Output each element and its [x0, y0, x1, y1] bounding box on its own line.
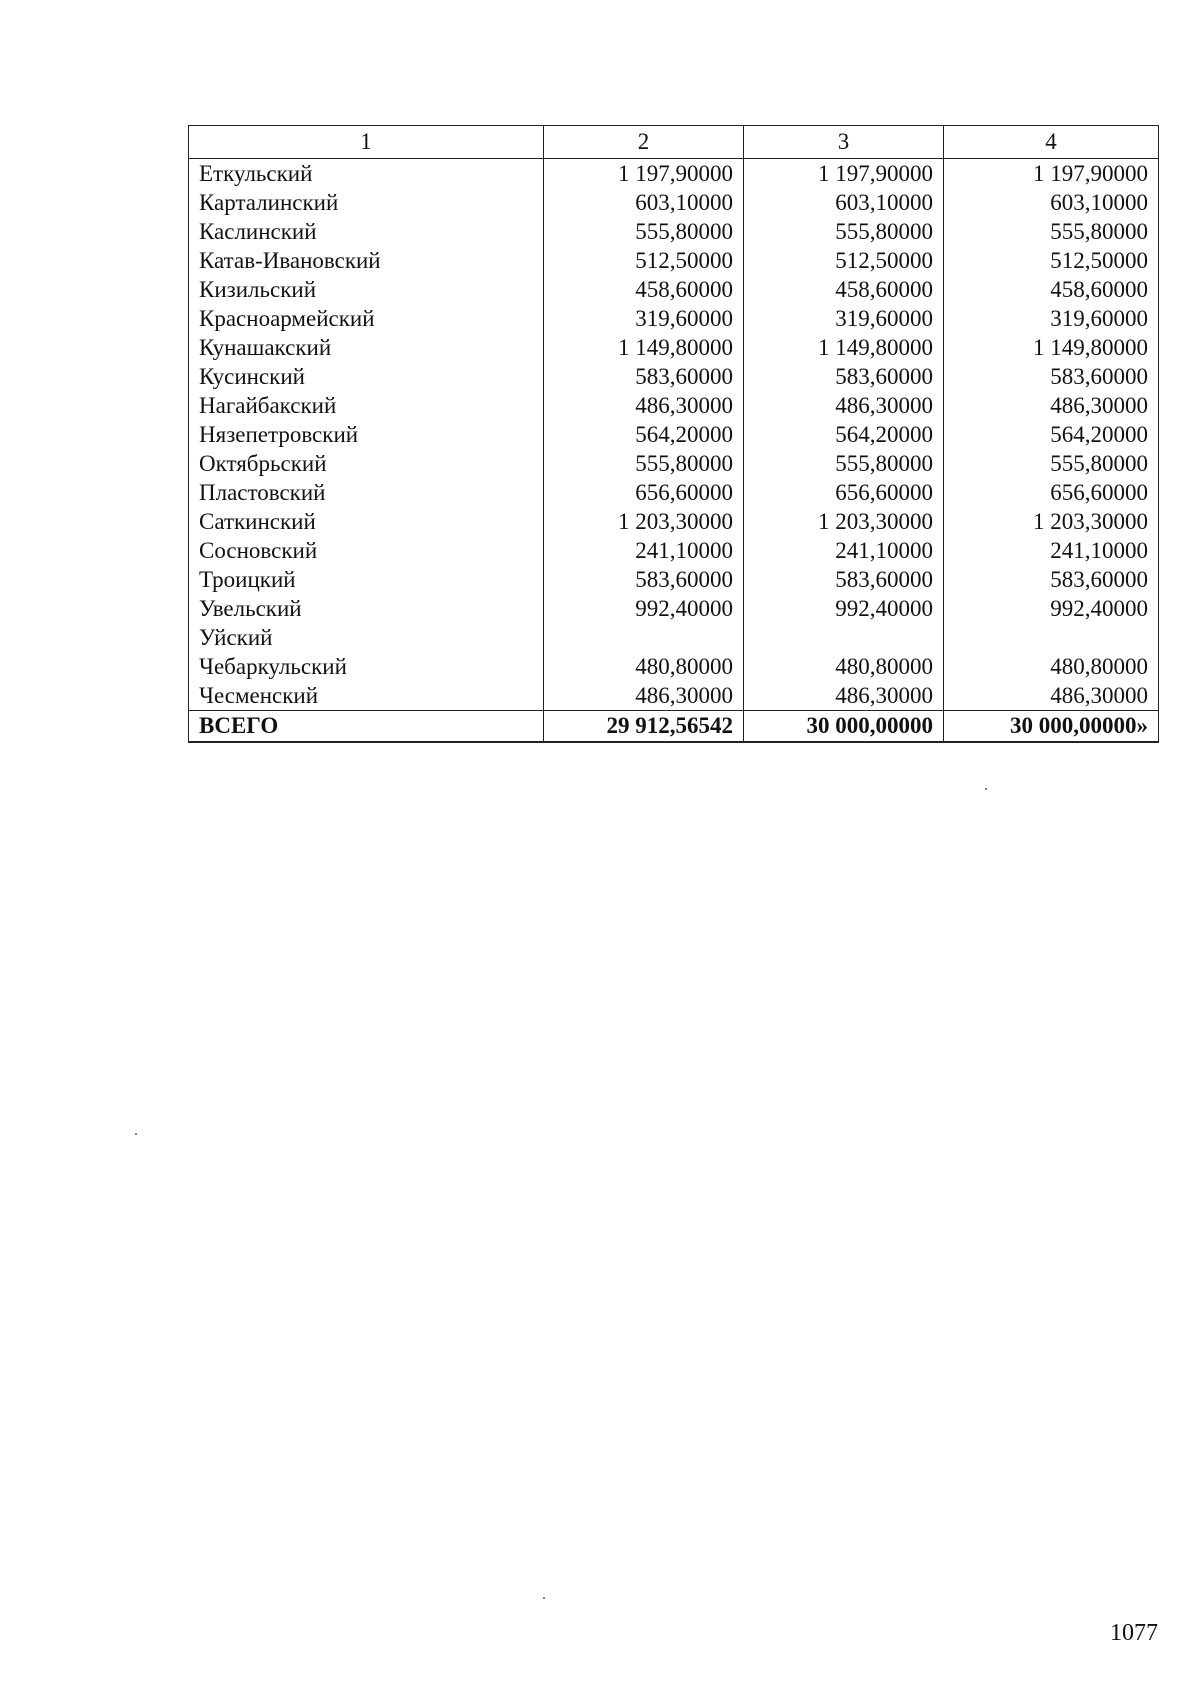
district-name-cell: Сосновский	[189, 536, 544, 565]
column-header-4: 4	[944, 126, 1159, 159]
amount-cell-col4: 1 149,80000	[944, 333, 1159, 362]
page-number: 1077	[1110, 1620, 1158, 1646]
district-name-cell: Октябрьский	[189, 449, 544, 478]
table-row	[189, 304, 1159, 333]
amount-cell-col2: 603,10000	[544, 188, 744, 217]
amount-cell-col2: 458,60000	[544, 275, 744, 304]
column-header-2: 2	[544, 126, 744, 159]
amount-cell-col2: 486,30000	[544, 391, 744, 420]
amount-cell-col4: 583,60000	[944, 565, 1159, 594]
table-row	[189, 623, 1159, 652]
total-amount-col2: 29 912,56542	[544, 711, 744, 743]
table-row	[189, 449, 1159, 478]
header-row	[189, 126, 1159, 159]
table-row	[189, 246, 1159, 275]
amount-cell-col3: 480,80000	[744, 652, 944, 681]
table-row	[189, 391, 1159, 420]
district-name-cell: Увельский	[189, 594, 544, 623]
table-row	[189, 652, 1159, 681]
amount-cell-col2: 480,80000	[544, 652, 744, 681]
table-row	[189, 217, 1159, 246]
total-row	[189, 711, 1159, 743]
total-amount-col4: 30 000,00000»	[944, 711, 1159, 743]
amount-cell-col2	[544, 623, 744, 652]
amount-cell-col4: 583,60000	[944, 362, 1159, 391]
table-row	[189, 188, 1159, 217]
amount-cell-col3: 555,80000	[744, 449, 944, 478]
amount-cell-col3: 1 149,80000	[744, 333, 944, 362]
amount-cell-col2: 656,60000	[544, 478, 744, 507]
district-name-cell: Пластовский	[189, 478, 544, 507]
amount-cell-col4: 1 203,30000	[944, 507, 1159, 536]
amount-cell-col4: 555,80000	[944, 217, 1159, 246]
column-header-3: 3	[744, 126, 944, 159]
amount-cell-col3: 992,40000	[744, 594, 944, 623]
amount-cell-col2: 486,30000	[544, 681, 744, 711]
amount-cell-col4: 480,80000	[944, 652, 1159, 681]
total-amount-col3: 30 000,00000	[744, 711, 944, 743]
amount-cell-col3: 241,10000	[744, 536, 944, 565]
table-row	[189, 333, 1159, 362]
amount-cell-col2: 564,20000	[544, 420, 744, 449]
amount-cell-col2: 555,80000	[544, 449, 744, 478]
budget-table	[188, 125, 1159, 743]
amount-cell-col3: 1 203,30000	[744, 507, 944, 536]
table-row	[189, 362, 1159, 391]
table-body	[189, 159, 1159, 743]
table-row	[189, 565, 1159, 594]
amount-cell-col2: 1 149,80000	[544, 333, 744, 362]
district-name-cell: Чебаркульский	[189, 652, 544, 681]
amount-cell-col4: 656,60000	[944, 478, 1159, 507]
amount-cell-col2: 555,80000	[544, 217, 744, 246]
table-row	[189, 275, 1159, 304]
district-name-cell: Нагайбакский	[189, 391, 544, 420]
amount-cell-col3: 1 197,90000	[744, 159, 944, 189]
amount-cell-col4: 241,10000	[944, 536, 1159, 565]
table-row	[189, 681, 1159, 711]
amount-cell-col4: 603,10000	[944, 188, 1159, 217]
scan-speck	[985, 788, 987, 790]
column-header-1: 1	[189, 126, 544, 159]
table-row	[189, 507, 1159, 536]
district-name-cell: Кусинский	[189, 362, 544, 391]
amount-cell-col2: 1 203,30000	[544, 507, 744, 536]
scan-speck	[543, 1597, 545, 1599]
amount-cell-col4: 1 197,90000	[944, 159, 1159, 189]
amount-cell-col3: 512,50000	[744, 246, 944, 275]
amount-cell-col2: 319,60000	[544, 304, 744, 333]
district-name-cell: Уйский	[189, 623, 544, 652]
amount-cell-col3: 583,60000	[744, 565, 944, 594]
amount-cell-col3: 458,60000	[744, 275, 944, 304]
district-name-cell: Карталинский	[189, 188, 544, 217]
amount-cell-col4: 319,60000	[944, 304, 1159, 333]
district-name-cell: Красноармейский	[189, 304, 544, 333]
table-row	[189, 536, 1159, 565]
amount-cell-col4: 486,30000	[944, 681, 1159, 711]
amount-cell-col3: 486,30000	[744, 391, 944, 420]
district-name-cell: Кизильский	[189, 275, 544, 304]
district-name-cell: Нязепетровский	[189, 420, 544, 449]
amount-cell-col3: 486,30000	[744, 681, 944, 711]
amount-cell-col4: 564,20000	[944, 420, 1159, 449]
total-label: ВСЕГО	[189, 711, 544, 743]
table-row	[189, 420, 1159, 449]
amount-cell-col4	[944, 623, 1159, 652]
amount-cell-col3: 555,80000	[744, 217, 944, 246]
amount-cell-col2: 583,60000	[544, 362, 744, 391]
district-name-cell: Каслинский	[189, 217, 544, 246]
district-name-cell: Саткинский	[189, 507, 544, 536]
scan-speck	[135, 1133, 137, 1135]
amount-cell-col3: 564,20000	[744, 420, 944, 449]
amount-cell-col4: 555,80000	[944, 449, 1159, 478]
amount-cell-col3	[744, 623, 944, 652]
district-name-cell: Троицкий	[189, 565, 544, 594]
amount-cell-col2: 992,40000	[544, 594, 744, 623]
amount-cell-col3: 319,60000	[744, 304, 944, 333]
table-row	[189, 159, 1159, 189]
amount-cell-col4: 458,60000	[944, 275, 1159, 304]
amount-cell-col2: 1 197,90000	[544, 159, 744, 189]
amount-cell-col3: 656,60000	[744, 478, 944, 507]
amount-cell-col2: 241,10000	[544, 536, 744, 565]
amount-cell-col4: 992,40000	[944, 594, 1159, 623]
amount-cell-col4: 486,30000	[944, 391, 1159, 420]
amount-cell-col4: 512,50000	[944, 246, 1159, 275]
amount-cell-col3: 603,10000	[744, 188, 944, 217]
table-row	[189, 594, 1159, 623]
district-name-cell: Еткульский	[189, 159, 544, 189]
table-header	[189, 126, 1159, 159]
table-row	[189, 478, 1159, 507]
amount-cell-col2: 583,60000	[544, 565, 744, 594]
district-name-cell: Катав-Ивановский	[189, 246, 544, 275]
amount-cell-col3: 583,60000	[744, 362, 944, 391]
district-name-cell: Чесменский	[189, 681, 544, 711]
amount-cell-col2: 512,50000	[544, 246, 744, 275]
district-name-cell: Кунашакский	[189, 333, 544, 362]
